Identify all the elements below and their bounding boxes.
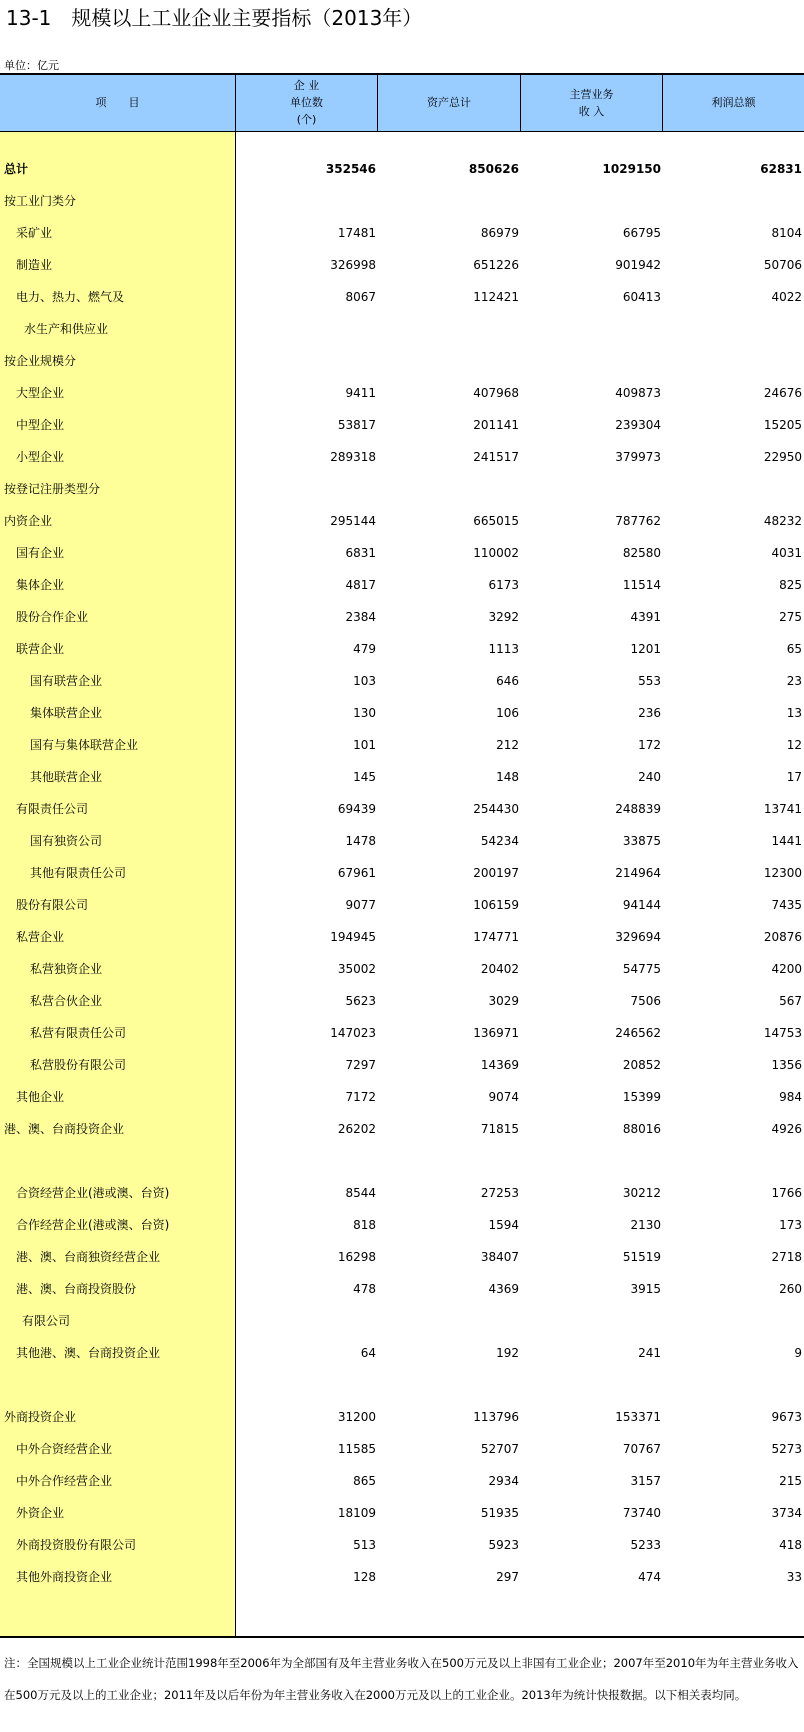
table-row [0, 1183, 804, 1203]
row-label: 私营合伙企业 [30, 994, 103, 1008]
enterprise-count-cell: 479 [353, 642, 376, 656]
total-assets-cell: 3292 [488, 610, 519, 624]
total-profit-cell: 50706 [763, 258, 802, 272]
label-column-divider [235, 74, 236, 1636]
table-row [0, 447, 804, 467]
table-row [0, 1471, 804, 1491]
total-assets-cell: 4369 [488, 1282, 519, 1296]
main-revenue-cell: 240 [638, 770, 661, 784]
table-row [0, 799, 804, 819]
main-revenue-cell: 3157 [630, 1474, 661, 1488]
enterprise-count-cell: 26202 [337, 1122, 376, 1136]
enterprise-count-cell: 194945 [330, 930, 376, 944]
total-assets-cell: 241517 [473, 450, 519, 464]
total-profit-cell: 3734 [771, 1506, 802, 1520]
row-label: 股份合作企业 [16, 610, 89, 624]
total-assets-cell: 148 [496, 770, 519, 784]
main-revenue-cell: 1029150 [602, 162, 661, 176]
main-revenue-cell: 553 [638, 674, 661, 688]
table-row [0, 575, 804, 595]
total-profit-cell: 984 [779, 1090, 802, 1104]
total-assets-cell: 651226 [473, 258, 519, 272]
enterprise-count-cell: 35002 [337, 962, 376, 976]
table-row [0, 1055, 804, 1075]
row-label: 私营股份有限公司 [30, 1058, 127, 1072]
total-assets-cell: 174771 [473, 930, 519, 944]
enterprise-count-cell: 11585 [337, 1442, 376, 1456]
total-assets-cell: 3029 [488, 994, 519, 1008]
main-revenue-cell: 2130 [630, 1218, 661, 1232]
page-title: 13-1 规模以上工业企业主要指标（2013年） [6, 6, 423, 30]
total-profit-cell: 4022 [771, 290, 802, 304]
main-revenue-cell: 54775 [622, 962, 661, 976]
table-row [0, 191, 804, 211]
row-label: 国有与集体联营企业 [30, 738, 139, 752]
table-row [0, 767, 804, 787]
enterprise-count-cell: 147023 [330, 1026, 376, 1040]
table-row [0, 863, 804, 883]
row-label: 按企业规模分 [4, 354, 77, 368]
total-assets-cell: 297 [496, 1570, 519, 1584]
total-assets-cell: 646 [496, 674, 519, 688]
total-profit-cell: 1441 [771, 834, 802, 848]
table-row [0, 671, 804, 691]
enterprise-count-cell: 818 [353, 1218, 376, 1232]
row-label: 私营企业 [16, 930, 65, 944]
table-row [0, 1567, 804, 1587]
main-revenue-cell: 15399 [622, 1090, 661, 1104]
total-assets-cell: 1594 [488, 1218, 519, 1232]
total-profit-cell: 418 [779, 1538, 802, 1552]
enterprise-count-cell: 16298 [337, 1250, 376, 1264]
row-label: 有限公司 [22, 1314, 71, 1328]
row-label: 其他企业 [16, 1090, 65, 1104]
row-label: 联营企业 [16, 642, 65, 656]
main-revenue-cell: 901942 [615, 258, 661, 272]
total-profit-cell: 23 [786, 674, 802, 688]
total-assets-cell: 71815 [480, 1122, 519, 1136]
total-profit-cell: 7435 [771, 898, 802, 912]
main-revenue-cell: 73740 [622, 1506, 661, 1520]
total-profit-cell: 12 [786, 738, 802, 752]
main-revenue-cell: 20852 [622, 1058, 661, 1072]
row-label: 集体联营企业 [30, 706, 103, 720]
row-label: 制造业 [16, 258, 53, 272]
table-row [0, 1215, 804, 1235]
enterprise-count-cell: 4817 [345, 578, 376, 592]
total-assets-cell: 106 [496, 706, 519, 720]
main-revenue-cell: 70767 [622, 1442, 661, 1456]
total-assets-cell: 113796 [473, 1410, 519, 1424]
main-revenue-cell: 246562 [615, 1026, 661, 1040]
total-profit-cell: 1766 [771, 1186, 802, 1200]
enterprise-count-cell: 352546 [325, 162, 376, 176]
row-label: 港、澳、台商独资经营企业 [16, 1250, 161, 1264]
enterprise-count-cell: 865 [353, 1474, 376, 1488]
enterprise-count-cell: 295144 [330, 514, 376, 528]
total-profit-cell: 275 [779, 610, 802, 624]
row-label: 中外合作经营企业 [16, 1474, 113, 1488]
row-label: 总计 [4, 162, 29, 176]
total-profit-cell: 13741 [763, 802, 802, 816]
header-enterprise-count: 企 业 单位数 (个) [290, 79, 323, 126]
total-profit-cell: 13 [786, 706, 802, 720]
total-assets-cell: 2934 [488, 1474, 519, 1488]
row-label: 国有联营企业 [30, 674, 103, 688]
row-label: 港、澳、台商投资企业 [4, 1122, 125, 1136]
row-label: 国有独资公司 [30, 834, 103, 848]
total-assets-cell: 14369 [480, 1058, 519, 1072]
header-total-assets: 资产总计 [427, 96, 471, 109]
total-profit-cell: 48232 [763, 514, 802, 528]
main-revenue-cell: 474 [638, 1570, 661, 1584]
total-profit-cell: 22950 [763, 450, 802, 464]
total-assets-cell: 52707 [480, 1442, 519, 1456]
row-label: 大型企业 [16, 386, 65, 400]
main-revenue-cell: 60413 [622, 290, 661, 304]
total-profit-cell: 825 [779, 578, 802, 592]
row-label: 电力、热力、燃气及 [16, 290, 125, 304]
row-label: 内资企业 [4, 514, 53, 528]
row-label: 集体企业 [16, 578, 65, 592]
row-label: 其他有限责任公司 [30, 866, 127, 880]
enterprise-count-cell: 289318 [330, 450, 376, 464]
main-revenue-cell: 7506 [630, 994, 661, 1008]
enterprise-count-cell: 18109 [337, 1506, 376, 1520]
total-profit-cell: 4200 [771, 962, 802, 976]
total-profit-cell: 12300 [763, 866, 802, 880]
total-profit-cell: 33 [786, 1570, 802, 1584]
enterprise-count-cell: 2384 [345, 610, 376, 624]
main-revenue-cell: 236 [638, 706, 661, 720]
table-row [0, 831, 804, 851]
total-profit-cell: 4031 [771, 546, 802, 560]
table-row [0, 1311, 804, 1331]
enterprise-count-cell: 513 [353, 1538, 376, 1552]
main-revenue-cell: 1201 [630, 642, 661, 656]
main-revenue-cell: 172 [638, 738, 661, 752]
total-profit-cell: 2718 [771, 1250, 802, 1264]
total-assets-cell: 9074 [488, 1090, 519, 1104]
total-profit-cell: 20876 [763, 930, 802, 944]
total-assets-cell: 136971 [473, 1026, 519, 1040]
total-assets-cell: 192 [496, 1346, 519, 1360]
row-label: 其他港、澳、台商投资企业 [16, 1346, 161, 1360]
row-label: 采矿业 [16, 226, 53, 240]
table-row [0, 287, 804, 307]
main-revenue-cell: 241 [638, 1346, 661, 1360]
total-profit-cell: 14753 [763, 1026, 802, 1040]
enterprise-count-cell: 130 [353, 706, 376, 720]
total-profit-cell: 5273 [771, 1442, 802, 1456]
table-row [0, 895, 804, 915]
table-row [0, 1439, 804, 1459]
total-assets-cell: 254430 [473, 802, 519, 816]
row-label: 其他外商投资企业 [16, 1570, 113, 1584]
table-row [0, 1503, 804, 1523]
enterprise-count-cell: 64 [360, 1346, 376, 1360]
table-row [0, 383, 804, 403]
enterprise-count-cell: 1478 [345, 834, 376, 848]
total-assets-cell: 106159 [473, 898, 519, 912]
enterprise-count-cell: 53817 [337, 418, 376, 432]
table-row [0, 511, 804, 531]
total-profit-cell: 9 [794, 1346, 802, 1360]
row-label: 外商投资股份有限公司 [16, 1538, 137, 1552]
total-assets-cell: 5923 [488, 1538, 519, 1552]
total-profit-cell: 4926 [771, 1122, 802, 1136]
enterprise-count-cell: 8067 [345, 290, 376, 304]
table-row [0, 1023, 804, 1043]
total-assets-cell: 112421 [473, 290, 519, 304]
total-assets-cell: 665015 [473, 514, 519, 528]
row-label: 股份有限公司 [16, 898, 89, 912]
main-revenue-cell: 5233 [630, 1538, 661, 1552]
row-label: 有限责任公司 [16, 802, 89, 816]
enterprise-count-cell: 128 [353, 1570, 376, 1584]
total-assets-cell: 54234 [480, 834, 519, 848]
header-bottom-rule [0, 131, 804, 132]
table-row [0, 543, 804, 563]
table-row [0, 1247, 804, 1267]
header-item: 项 目 [95, 96, 140, 109]
enterprise-count-cell: 478 [353, 1282, 376, 1296]
total-profit-cell: 173 [779, 1218, 802, 1232]
total-assets-cell: 86979 [480, 226, 519, 240]
enterprise-count-cell: 7297 [345, 1058, 376, 1072]
main-revenue-cell: 51519 [622, 1250, 661, 1264]
total-assets-cell: 27253 [480, 1186, 519, 1200]
row-label: 其他联营企业 [30, 770, 103, 784]
table-row [0, 1407, 804, 1427]
table-row [0, 959, 804, 979]
total-assets-cell: 20402 [480, 962, 519, 976]
main-revenue-cell: 329694 [615, 930, 661, 944]
main-revenue-cell: 33875 [622, 834, 661, 848]
table-row [0, 703, 804, 723]
table-row [0, 159, 804, 179]
total-assets-cell: 1113 [488, 642, 519, 656]
row-label: 中型企业 [16, 418, 65, 432]
row-label: 中外合资经营企业 [16, 1442, 113, 1456]
main-revenue-cell: 82580 [622, 546, 661, 560]
table-row [0, 1343, 804, 1363]
enterprise-count-cell: 69439 [337, 802, 376, 816]
enterprise-count-cell: 101 [353, 738, 376, 752]
total-assets-cell: 200197 [473, 866, 519, 880]
main-revenue-cell: 239304 [615, 418, 661, 432]
row-label: 按登记注册类型分 [4, 482, 101, 496]
table-row [0, 735, 804, 755]
table-row [0, 255, 804, 275]
enterprise-count-cell: 9411 [345, 386, 376, 400]
total-profit-cell: 1356 [771, 1058, 802, 1072]
table-row [0, 991, 804, 1011]
table-row [0, 223, 804, 243]
enterprise-count-cell: 17481 [337, 226, 376, 240]
table-row [0, 319, 804, 339]
total-profit-cell: 9673 [771, 1410, 802, 1424]
total-profit-cell: 62831 [760, 162, 802, 176]
main-revenue-cell: 4391 [630, 610, 661, 624]
total-assets-cell: 6173 [488, 578, 519, 592]
row-label: 水生产和供应业 [24, 322, 109, 336]
main-revenue-cell: 94144 [622, 898, 661, 912]
total-profit-cell: 215 [779, 1474, 802, 1488]
total-assets-cell: 110002 [473, 546, 519, 560]
total-profit-cell: 24676 [763, 386, 802, 400]
enterprise-count-cell: 145 [353, 770, 376, 784]
table-row [0, 1535, 804, 1555]
unit-label: 单位：亿元 [4, 59, 59, 72]
main-revenue-cell: 88016 [622, 1122, 661, 1136]
enterprise-count-cell: 326998 [330, 258, 376, 272]
total-profit-cell: 567 [779, 994, 802, 1008]
enterprise-count-cell: 67961 [337, 866, 376, 880]
row-label: 合资经营企业(港或澳、台资) [16, 1186, 170, 1200]
total-profit-cell: 260 [779, 1282, 802, 1296]
main-revenue-cell: 30212 [622, 1186, 661, 1200]
enterprise-count-cell: 31200 [337, 1410, 376, 1424]
enterprise-count-cell: 5623 [345, 994, 376, 1008]
table-bottom-rule [0, 1636, 804, 1638]
main-revenue-cell: 11514 [622, 578, 661, 592]
total-profit-cell: 65 [786, 642, 802, 656]
main-revenue-cell: 248839 [615, 802, 661, 816]
main-revenue-cell: 3915 [630, 1282, 661, 1296]
total-profit-cell: 8104 [771, 226, 802, 240]
total-assets-cell: 201141 [473, 418, 519, 432]
main-revenue-cell: 787762 [615, 514, 661, 528]
enterprise-count-cell: 7172 [345, 1090, 376, 1104]
total-assets-cell: 51935 [480, 1506, 519, 1520]
row-label: 合作经营企业(港或澳、台资) [16, 1218, 170, 1232]
table-row [0, 1279, 804, 1299]
total-profit-cell: 17 [786, 770, 802, 784]
enterprise-count-cell: 8544 [345, 1186, 376, 1200]
total-assets-cell: 38407 [480, 1250, 519, 1264]
total-assets-cell: 212 [496, 738, 519, 752]
total-assets-cell: 850626 [468, 162, 519, 176]
header-main-revenue: 主营业务 收 入 [569, 87, 614, 118]
enterprise-count-cell: 9077 [345, 898, 376, 912]
table-row [0, 607, 804, 627]
total-assets-cell: 407968 [473, 386, 519, 400]
row-label: 港、澳、台商投资股份 [16, 1282, 137, 1296]
row-label: 私营独资企业 [30, 962, 103, 976]
table-row [0, 415, 804, 435]
enterprise-count-cell: 103 [353, 674, 376, 688]
row-label: 私营有限责任公司 [30, 1026, 127, 1040]
table-row [0, 351, 804, 371]
table-row [0, 1087, 804, 1107]
main-revenue-cell: 153371 [615, 1410, 661, 1424]
total-profit-cell: 15205 [763, 418, 802, 432]
row-label: 国有企业 [16, 546, 65, 560]
enterprise-count-cell: 6831 [345, 546, 376, 560]
row-label: 外资企业 [16, 1506, 65, 1520]
main-revenue-cell: 379973 [615, 450, 661, 464]
table-row [0, 927, 804, 947]
main-revenue-cell: 66795 [622, 226, 661, 240]
row-label: 外商投资企业 [4, 1410, 77, 1424]
main-revenue-cell: 214964 [615, 866, 661, 880]
footnote: 注：全国规模以上工业企业统计范围1998年至2006年为全部国有及年主营业务收入在500万元及以上非国有工业企业；2007年至2010年为年主营业务收入在500万元及以上的工业企业；2011年及以后年份为年主营业务收入在2000万元及以上的工业企业。2013年为统计快报数据。以下相关表均同。 [4, 1656, 799, 1702]
row-label: 按工业门类分 [4, 194, 77, 208]
row-label: 小型企业 [16, 450, 65, 464]
table-row [0, 639, 804, 659]
table-row [0, 1119, 804, 1139]
table-row [0, 479, 804, 499]
main-revenue-cell: 409873 [615, 386, 661, 400]
header-total-profit: 利润总额 [711, 96, 756, 109]
